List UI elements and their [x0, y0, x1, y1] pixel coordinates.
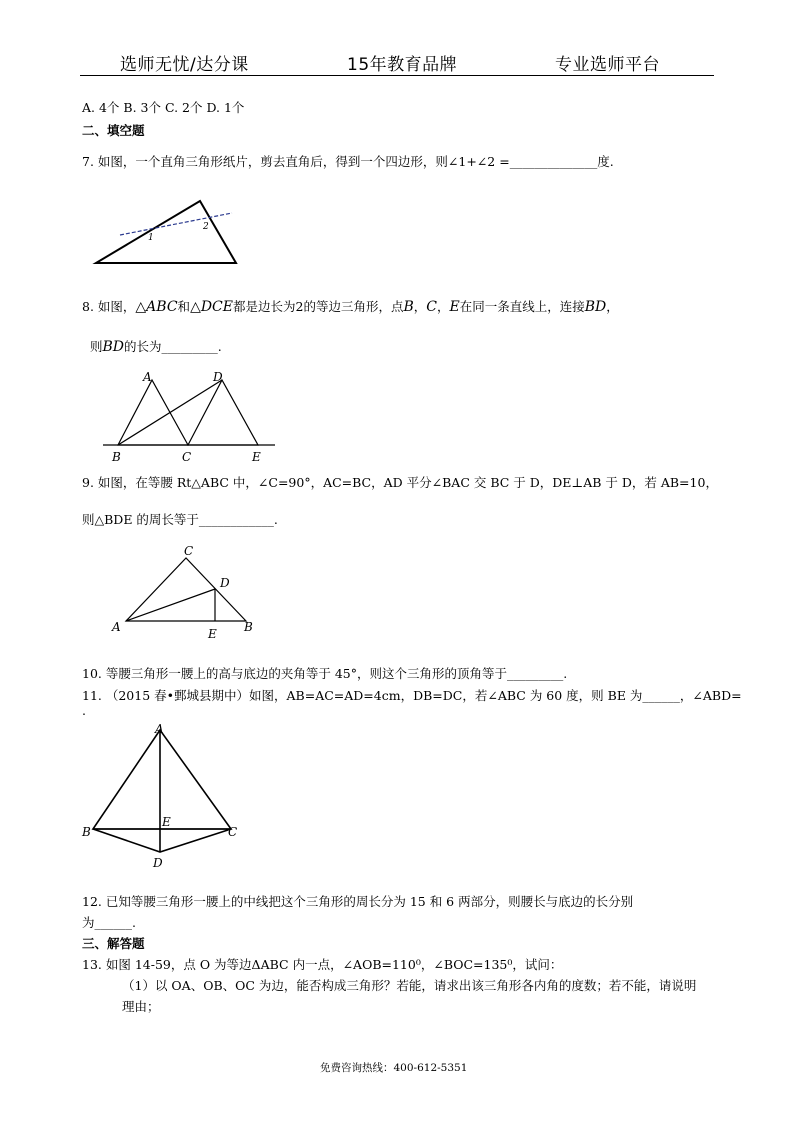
- q7-text-after: 度.: [597, 154, 614, 169]
- q7-label-2: 2: [203, 222, 209, 232]
- q11-label-e: E: [162, 815, 171, 829]
- q8-text-3: 都是边长为2的等边三角形，点: [233, 299, 404, 314]
- question-9-line-1: 9. 如图，在等腰 Rt△ABC 中，∠C=90°，AC=BC，AD 平分∠BAC 交 BC 于 D，DE⊥AB 于 D，若 AB=10，: [82, 475, 718, 490]
- q9-label-c: C: [184, 544, 194, 558]
- section-title-solve: 三、解答题: [82, 936, 145, 951]
- q7-text: 7. 如图，一个直角三角形纸片，剪去直角后，得到一个四边形，则∠1+∠2 =: [82, 154, 510, 169]
- q8-text-6: 在同一条直线上，连接: [459, 299, 585, 314]
- q8-label-d: D: [213, 370, 223, 384]
- q8-math-bd: BD: [584, 299, 607, 315]
- q11-label-c: C: [228, 825, 238, 839]
- q8-math-c: C: [426, 299, 437, 315]
- q8-line2-text-b: 的长为_________.: [124, 339, 222, 354]
- q9-figure: [108, 543, 268, 643]
- q11-label-d: D: [153, 856, 163, 870]
- question-12-line-1: 12. 已知等腰三角形一腰上的中线把这个三角形的周长分为 15 和 6 两部分，则腰长与底边的长分别: [82, 894, 634, 909]
- q8-triangle-dce: [188, 380, 258, 445]
- q8-line2-math-bd: BD: [102, 339, 125, 355]
- q8-text-5: ，: [437, 299, 450, 314]
- q7-figure: [90, 195, 250, 270]
- q8-math-abc: △ABC: [135, 299, 178, 315]
- header-brand-middle: 15年教育品牌: [347, 55, 458, 75]
- q9-label-b: B: [244, 620, 253, 634]
- question-8-line-2: [90, 337, 222, 355]
- question-12-line-2: 为______.: [82, 915, 136, 930]
- question-11-line-2: .: [82, 703, 86, 718]
- q8-text-2: 和: [177, 299, 191, 314]
- q11-label-b: B: [82, 825, 91, 839]
- q8-label-e: E: [252, 450, 261, 464]
- section-title-fill-in: 二、填空题: [82, 123, 145, 138]
- choice-options: A. 4个 B. 3个 C. 2个 D. 1个: [82, 100, 245, 115]
- q11-triangle-bdc: [93, 829, 231, 852]
- q7-triangle: [96, 201, 236, 263]
- q8-text-1: 8. 如图，: [82, 299, 136, 314]
- q8-label-b: B: [112, 450, 121, 464]
- header-rule: [80, 75, 714, 76]
- footer-hotline: 免费咨询热线：400-612-5351: [320, 1062, 468, 1074]
- q8-triangle-abc: [118, 380, 188, 445]
- q8-text-7: ，: [606, 299, 619, 314]
- question-13-line-3: 理由；: [122, 999, 160, 1014]
- q8-segment-bd: [118, 380, 222, 445]
- q8-label-a: A: [143, 370, 152, 384]
- q8-math-e: E: [449, 299, 460, 315]
- question-10: 10. 等腰三角形一腰上的高与底边的夹角等于 45°，则这个三角形的顶角等于_________.: [82, 666, 568, 681]
- q11-label-a: A: [155, 722, 164, 736]
- q8-text-4: ，: [413, 299, 427, 314]
- question-9-line-2: 则△BDE 的周长等于____________.: [82, 512, 278, 527]
- question-8: [82, 297, 619, 315]
- q9-label-a: A: [112, 620, 121, 634]
- q7-label-1: 1: [148, 233, 154, 243]
- question-11-line-1: 11. （2015 春•鄄城县期中）如图，AB=AC=AD=4cm，DB=DC，若∠ABC 为 60 度，则 BE 为______，∠ABD=: [82, 688, 742, 703]
- q9-label-e: E: [208, 627, 217, 641]
- header-brand-left: 选师无忧/达分课: [120, 55, 249, 75]
- q8-label-c: C: [182, 450, 192, 464]
- q9-segment-ad: [126, 589, 215, 621]
- q8-line2-text-a: 则: [90, 339, 103, 354]
- q8-math-dce: △DCE: [190, 299, 233, 315]
- q9-label-d: D: [220, 576, 230, 590]
- question-13-line-1: 13. 如图 14-59，点 O 为等边ΔABC 内一点，∠AOB=110⁰，∠BOC=135⁰，试问：: [82, 957, 563, 972]
- q11-figure: [78, 720, 248, 872]
- q7-blank: ______________: [509, 154, 598, 169]
- q8-math-b: B: [403, 299, 414, 315]
- question-7: [82, 152, 614, 170]
- q8-figure: [100, 368, 280, 466]
- header-brand-right: 专业选师平台: [555, 55, 660, 75]
- question-13-line-2: （1）以 OA、OB、OC 为边，能否构成三角形？若能，请求出该三角形各内角的度数；若不能，请说明: [122, 978, 697, 993]
